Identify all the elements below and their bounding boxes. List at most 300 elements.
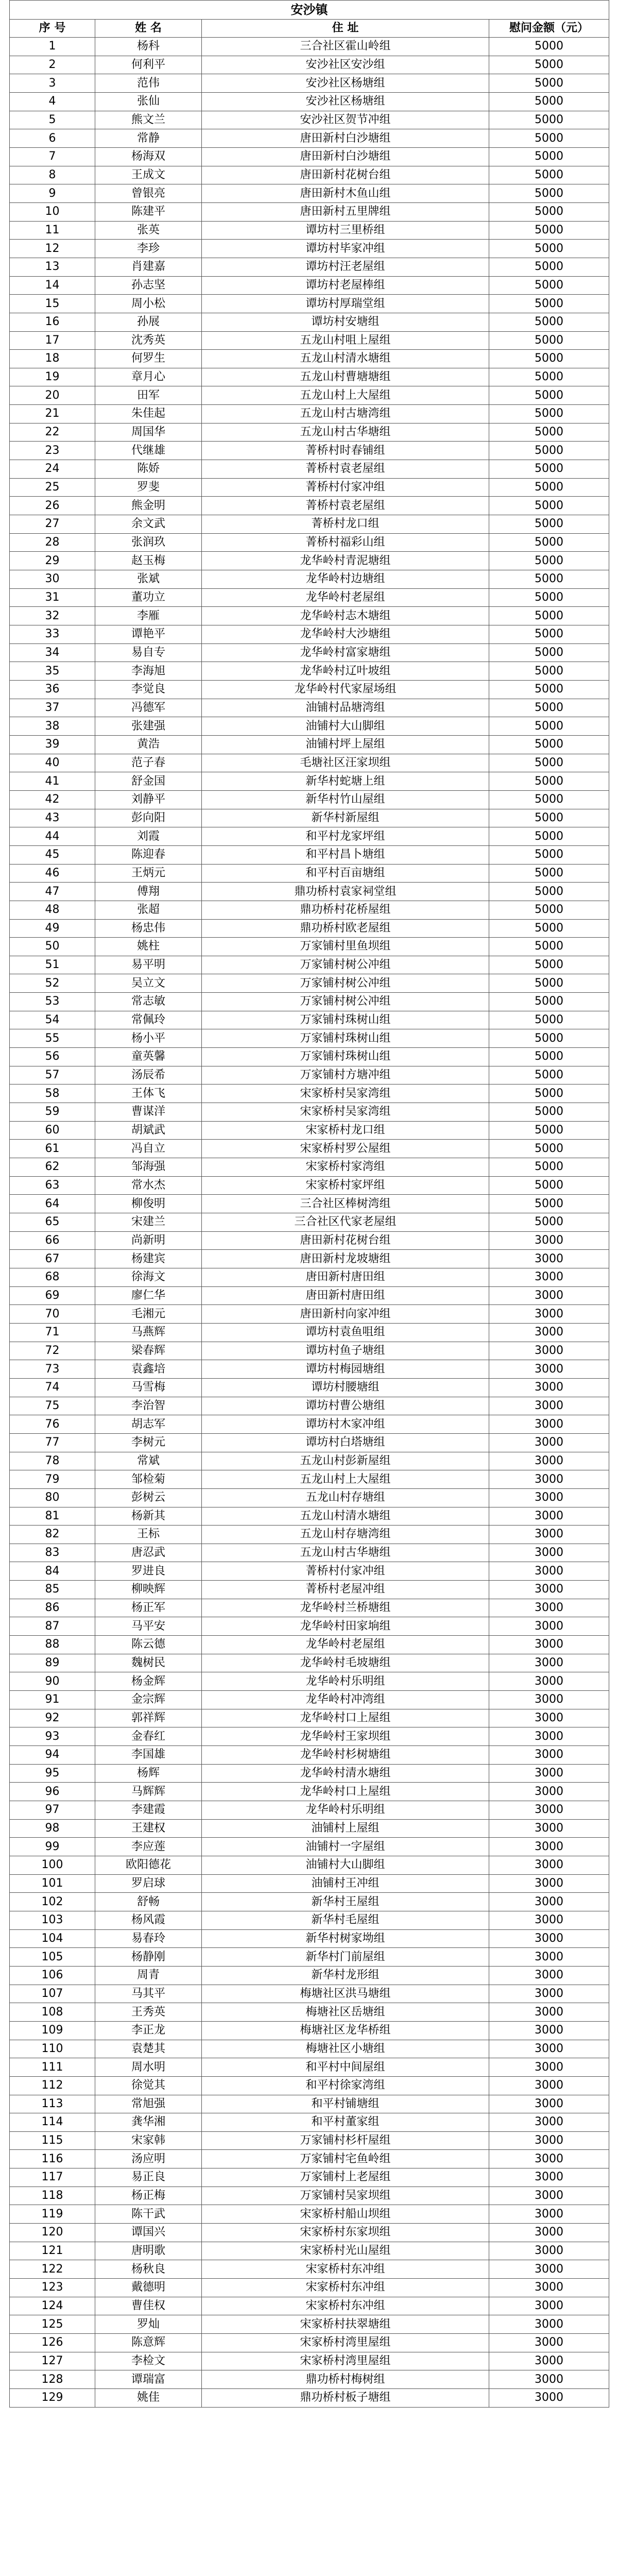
cell-name: 姚柱	[95, 938, 202, 956]
cell-name: 马雪梅	[95, 1378, 202, 1397]
cell-index: 96	[10, 1783, 95, 1801]
table-row	[10, 92, 609, 111]
cell-amount: 5000	[489, 845, 609, 864]
table-row	[10, 2076, 609, 2095]
cell-address: 宋家桥村东冲组	[202, 2297, 489, 2315]
table-row	[10, 1378, 609, 1397]
cell-address: 鼎功桥村欧老屋组	[202, 919, 489, 938]
table-row	[10, 2113, 609, 2132]
cell-amount: 3000	[489, 1378, 609, 1397]
cell-address: 宋家桥村家湾组	[202, 1158, 489, 1177]
cell-amount: 3000	[489, 1544, 609, 1562]
table-row	[10, 2370, 609, 2389]
table-row	[10, 956, 609, 974]
cell-index: 70	[10, 1305, 95, 1324]
cell-index: 76	[10, 1415, 95, 1434]
cell-name: 常斌	[95, 1452, 202, 1470]
cell-name: 沈秀英	[95, 331, 202, 350]
cell-address: 梅塘社区小塘组	[202, 2040, 489, 2058]
table-row	[10, 1709, 609, 1727]
cell-name: 陈娇	[95, 460, 202, 479]
cell-address: 和平村中间屋组	[202, 2058, 489, 2077]
cell-name: 马平安	[95, 1617, 202, 1636]
table-row	[10, 533, 609, 552]
cell-index: 33	[10, 625, 95, 644]
table-row	[10, 2150, 609, 2168]
cell-name: 王秀英	[95, 2003, 202, 2022]
cell-address: 鼎功桥村板子塘组	[202, 2389, 489, 2408]
cell-index: 65	[10, 1213, 95, 1232]
cell-index: 63	[10, 1176, 95, 1195]
cell-name: 常静	[95, 129, 202, 148]
cell-name: 黄浩	[95, 735, 202, 754]
cell-index: 67	[10, 1250, 95, 1268]
cell-address: 龙华岭村口上屋组	[202, 1709, 489, 1727]
cell-name: 袁楚其	[95, 2040, 202, 2058]
cell-index: 74	[10, 1378, 95, 1397]
cell-index: 5	[10, 111, 95, 129]
cell-index: 84	[10, 1562, 95, 1581]
table-row	[10, 1470, 609, 1489]
cell-amount: 5000	[489, 405, 609, 423]
cell-name: 柳俊明	[95, 1195, 202, 1213]
cell-name: 陈干武	[95, 2205, 202, 2224]
cell-index: 64	[10, 1195, 95, 1213]
table-row	[10, 313, 609, 331]
cell-address: 油铺村坪上屋组	[202, 735, 489, 754]
cell-index: 78	[10, 1452, 95, 1470]
cell-name: 李雁	[95, 607, 202, 625]
cell-index: 59	[10, 1103, 95, 1122]
table-row	[10, 1103, 609, 1122]
table-row	[10, 1066, 609, 1084]
cell-name: 杨风霞	[95, 1911, 202, 1929]
cell-amount: 3000	[489, 1672, 609, 1691]
table-row	[10, 1452, 609, 1470]
cell-index: 122	[10, 2260, 95, 2279]
cell-name: 冯自立	[95, 1140, 202, 1158]
cell-name: 吴立文	[95, 974, 202, 993]
cell-name: 王体飞	[95, 1084, 202, 1103]
cell-address: 和平村百亩塘组	[202, 864, 489, 883]
cell-amount: 3000	[489, 1819, 609, 1838]
cell-amount: 5000	[489, 258, 609, 276]
cell-address: 唐田新村木鱼山组	[202, 184, 489, 203]
cell-name: 张建强	[95, 717, 202, 736]
table-row	[10, 331, 609, 350]
cell-index: 97	[10, 1801, 95, 1820]
cell-amount: 5000	[489, 184, 609, 203]
cell-index: 80	[10, 1488, 95, 1507]
cell-index: 94	[10, 1746, 95, 1765]
cell-name: 郭祥辉	[95, 1709, 202, 1727]
cell-address: 五龙山村上大屋组	[202, 1470, 489, 1489]
cell-address: 安沙社区杨塘组	[202, 92, 489, 111]
cell-index: 21	[10, 405, 95, 423]
cell-amount: 3000	[489, 2315, 609, 2334]
table-row	[10, 735, 609, 754]
table-row	[10, 1929, 609, 1948]
cell-amount: 5000	[489, 478, 609, 497]
cell-name: 徐海文	[95, 1268, 202, 1286]
cell-index: 111	[10, 2058, 95, 2077]
cell-name: 常旭强	[95, 2095, 202, 2113]
cell-name: 张润玖	[95, 533, 202, 552]
cell-address: 万家铺村里鱼坝组	[202, 938, 489, 956]
table-row	[10, 515, 609, 534]
cell-index: 125	[10, 2315, 95, 2334]
cell-address: 五龙山村清水塘组	[202, 350, 489, 368]
table-row	[10, 1305, 609, 1324]
cell-name: 胡斌武	[95, 1121, 202, 1140]
cell-address: 宋家桥村龙口组	[202, 1121, 489, 1140]
cell-amount: 5000	[489, 240, 609, 258]
table-row	[10, 240, 609, 258]
cell-amount: 5000	[489, 56, 609, 74]
cell-amount: 3000	[489, 1856, 609, 1874]
cell-address: 谭坊村曹公塘组	[202, 1397, 489, 1415]
cell-index: 104	[10, 1929, 95, 1948]
cell-name: 罗灿	[95, 2315, 202, 2334]
cell-index: 68	[10, 1268, 95, 1286]
table-row	[10, 754, 609, 772]
cell-address: 龙华岭村兰桥塘组	[202, 1599, 489, 1617]
cell-amount: 5000	[489, 147, 609, 166]
table-row	[10, 1084, 609, 1103]
cell-address: 龙华岭村杉树塘组	[202, 1746, 489, 1765]
cell-address: 新华村龙形组	[202, 1966, 489, 1985]
cell-amount: 3000	[489, 1746, 609, 1765]
cell-name: 陈建平	[95, 202, 202, 221]
cell-amount: 5000	[489, 166, 609, 184]
cell-amount: 3000	[489, 1985, 609, 2003]
cell-amount: 5000	[489, 864, 609, 883]
cell-index: 57	[10, 1066, 95, 1084]
table-row	[10, 1764, 609, 1783]
cell-amount: 3000	[489, 1250, 609, 1268]
cell-amount: 3000	[489, 1305, 609, 1324]
cell-address: 龙华岭村老屋组	[202, 1636, 489, 1654]
cell-name: 胡志军	[95, 1415, 202, 1434]
cell-name: 罗启球	[95, 1874, 202, 1893]
table-row	[10, 1140, 609, 1158]
cell-address: 龙华岭村青泥塘组	[202, 552, 489, 570]
table-row	[10, 1617, 609, 1636]
cell-address: 五龙山村上大屋组	[202, 386, 489, 405]
cell-address: 宋家桥村吴家湾组	[202, 1084, 489, 1103]
cell-index: 92	[10, 1709, 95, 1727]
cell-amount: 5000	[489, 717, 609, 736]
cell-name: 周水明	[95, 2058, 202, 2077]
cell-name: 杨海双	[95, 147, 202, 166]
cell-index: 83	[10, 1544, 95, 1562]
cell-index: 105	[10, 1948, 95, 1967]
cell-amount: 3000	[489, 1231, 609, 1250]
cell-amount: 3000	[489, 1617, 609, 1636]
cell-index: 115	[10, 2131, 95, 2150]
cell-index: 41	[10, 772, 95, 791]
cell-name: 熊金明	[95, 497, 202, 515]
table-row	[10, 607, 609, 625]
cell-name: 易春玲	[95, 1929, 202, 1948]
cell-name: 杨秋良	[95, 2260, 202, 2279]
cell-amount: 3000	[489, 2003, 609, 2022]
table-row	[10, 1783, 609, 1801]
cell-index: 17	[10, 331, 95, 350]
table-row	[10, 1488, 609, 1507]
cell-index: 46	[10, 864, 95, 883]
cell-address: 宋家桥村东冲组	[202, 2260, 489, 2279]
cell-amount: 3000	[489, 1929, 609, 1948]
cell-name: 谭艳平	[95, 625, 202, 644]
cell-amount: 3000	[489, 1323, 609, 1342]
cell-address: 唐田新村唐田组	[202, 1268, 489, 1286]
table-row	[10, 1985, 609, 2003]
cell-amount: 3000	[489, 1507, 609, 1526]
cell-address: 龙华岭村毛坡塘组	[202, 1654, 489, 1672]
header-name: 姓 名	[95, 20, 202, 38]
cell-name: 梁春辉	[95, 1342, 202, 1360]
cell-index: 30	[10, 570, 95, 589]
table-row	[10, 111, 609, 129]
cell-address: 龙华岭村田家垧组	[202, 1617, 489, 1636]
cell-amount: 3000	[489, 2389, 609, 2408]
cell-name: 廖仁华	[95, 1286, 202, 1305]
cell-name: 杨正军	[95, 1599, 202, 1617]
cell-address: 和平村徐家湾组	[202, 2076, 489, 2095]
cell-index: 77	[10, 1433, 95, 1452]
cell-address: 油铺村一字屋组	[202, 1838, 489, 1856]
cell-address: 龙华岭村老屋组	[202, 588, 489, 607]
cell-name: 李树元	[95, 1433, 202, 1452]
cell-name: 罗斐	[95, 478, 202, 497]
cell-address: 谭坊村老屋棒组	[202, 276, 489, 295]
cell-address: 宋家桥村湾里屋组	[202, 2352, 489, 2370]
cell-index: 10	[10, 202, 95, 221]
table-row	[10, 1636, 609, 1654]
table-row	[10, 2389, 609, 2408]
cell-address: 万家铺村上老屋组	[202, 2168, 489, 2187]
cell-name: 张超	[95, 901, 202, 919]
cell-name: 童英馨	[95, 1048, 202, 1066]
cell-amount: 3000	[489, 2150, 609, 2168]
table-row	[10, 1599, 609, 1617]
cell-address: 油铺村大山脚组	[202, 717, 489, 736]
cell-index: 73	[10, 1360, 95, 1379]
cell-address: 龙华岭村清水塘组	[202, 1764, 489, 1783]
cell-address: 菁桥村龙口组	[202, 515, 489, 534]
cell-name: 唐忍武	[95, 1544, 202, 1562]
table-row	[10, 2040, 609, 2058]
cell-address: 唐田新村白沙塘组	[202, 129, 489, 148]
cell-address: 万家铺村珠树山组	[202, 1011, 489, 1029]
cell-amount: 5000	[489, 1158, 609, 1177]
cell-name: 张仙	[95, 92, 202, 111]
cell-address: 菁桥村袁老屋组	[202, 497, 489, 515]
cell-amount: 3000	[489, 1526, 609, 1544]
table-row	[10, 2131, 609, 2150]
cell-index: 100	[10, 1856, 95, 1874]
cell-index: 95	[10, 1764, 95, 1783]
table-row	[10, 478, 609, 497]
cell-name: 杨金辉	[95, 1672, 202, 1691]
cell-name: 杨新其	[95, 1507, 202, 1526]
cell-amount: 3000	[489, 1415, 609, 1434]
cell-name: 魏树民	[95, 1654, 202, 1672]
cell-address: 龙华岭村辽叶坡组	[202, 662, 489, 681]
cell-amount: 3000	[489, 2297, 609, 2315]
cell-address: 唐田新村花树台组	[202, 166, 489, 184]
cell-name: 金春红	[95, 1727, 202, 1746]
cell-name: 马燕辉	[95, 1323, 202, 1342]
table-row	[10, 350, 609, 368]
table-row	[10, 2315, 609, 2334]
cell-name: 范子春	[95, 754, 202, 772]
cell-index: 19	[10, 368, 95, 386]
table-row	[10, 1838, 609, 1856]
cell-index: 44	[10, 827, 95, 846]
cell-address: 和平村龙家坪组	[202, 827, 489, 846]
cell-address: 五龙山村彭新屋组	[202, 1452, 489, 1470]
cell-index: 87	[10, 1617, 95, 1636]
cell-amount: 5000	[489, 515, 609, 534]
table-row	[10, 147, 609, 166]
table-row	[10, 1176, 609, 1195]
cell-amount: 3000	[489, 1709, 609, 1727]
cell-name: 汤辰希	[95, 1066, 202, 1084]
cell-amount: 5000	[489, 1048, 609, 1066]
cell-name: 杨静刚	[95, 1948, 202, 1967]
cell-name: 冯德军	[95, 699, 202, 717]
cell-index: 91	[10, 1691, 95, 1709]
cell-name: 周青	[95, 1966, 202, 1985]
cell-address: 新华村树家坳组	[202, 1929, 489, 1948]
cell-index: 31	[10, 588, 95, 607]
relief-sheet	[9, 0, 609, 2408]
cell-index: 15	[10, 295, 95, 313]
cell-index: 14	[10, 276, 95, 295]
cell-address: 菁桥村袁老屋组	[202, 460, 489, 479]
table-row	[10, 1323, 609, 1342]
cell-index: 118	[10, 2187, 95, 2205]
cell-address: 谭坊村袁鱼咀组	[202, 1323, 489, 1342]
cell-index: 86	[10, 1599, 95, 1617]
table-row	[10, 1654, 609, 1672]
cell-amount: 5000	[489, 680, 609, 699]
table-row	[10, 1874, 609, 1893]
table-row	[10, 1672, 609, 1691]
cell-amount: 5000	[489, 202, 609, 221]
cell-index: 50	[10, 938, 95, 956]
cell-address: 菁桥村福彩山组	[202, 533, 489, 552]
cell-address: 宋家桥村家坪组	[202, 1176, 489, 1195]
table-row	[10, 1691, 609, 1709]
cell-name: 曹佳权	[95, 2297, 202, 2315]
cell-index: 12	[10, 240, 95, 258]
cell-amount: 3000	[489, 1801, 609, 1820]
table-row	[10, 2003, 609, 2022]
cell-index: 69	[10, 1286, 95, 1305]
cell-index: 54	[10, 1011, 95, 1029]
cell-index: 102	[10, 1893, 95, 1911]
cell-amount: 3000	[489, 2279, 609, 2297]
cell-index: 85	[10, 1581, 95, 1599]
cell-index: 127	[10, 2352, 95, 2370]
cell-address: 五龙山村存塘湾组	[202, 1526, 489, 1544]
cell-amount: 3000	[489, 2131, 609, 2150]
cell-name: 邹检菊	[95, 1470, 202, 1489]
cell-address: 宋家桥村扶翠塘组	[202, 2315, 489, 2334]
cell-address: 谭坊村安塘组	[202, 313, 489, 331]
cell-name: 杨正梅	[95, 2187, 202, 2205]
cell-address: 安沙社区杨塘组	[202, 74, 489, 93]
cell-index: 49	[10, 919, 95, 938]
header-row	[10, 20, 609, 38]
cell-index: 72	[10, 1342, 95, 1360]
cell-name: 余文武	[95, 515, 202, 534]
table-row	[10, 1397, 609, 1415]
cell-address: 油铺村品塘湾组	[202, 699, 489, 717]
cell-amount: 5000	[489, 1066, 609, 1084]
cell-name: 孙展	[95, 313, 202, 331]
cell-amount: 5000	[489, 570, 609, 589]
table-row	[10, 129, 609, 148]
table-row	[10, 570, 609, 589]
cell-amount: 3000	[489, 2370, 609, 2389]
cell-name: 王成文	[95, 166, 202, 184]
cell-address: 安沙社区安沙组	[202, 56, 489, 74]
table-row	[10, 1029, 609, 1048]
cell-address: 新华村蛇塘上组	[202, 772, 489, 791]
table-row	[10, 295, 609, 313]
cell-index: 22	[10, 423, 95, 442]
cell-index: 37	[10, 699, 95, 717]
cell-index: 45	[10, 845, 95, 864]
cell-name: 马辉辉	[95, 1783, 202, 1801]
cell-name: 徐觉其	[95, 2076, 202, 2095]
cell-address: 谭坊村鱼子塘组	[202, 1342, 489, 1360]
cell-address: 宋家桥村吴家湾组	[202, 1103, 489, 1122]
cell-address: 油铺村王冲组	[202, 1874, 489, 1893]
cell-amount: 3000	[489, 1874, 609, 1893]
cell-index: 2	[10, 56, 95, 74]
cell-address: 五龙山村清水塘组	[202, 1507, 489, 1526]
cell-name: 李国雄	[95, 1746, 202, 1765]
cell-name: 袁鑫培	[95, 1360, 202, 1379]
cell-name: 陈意辉	[95, 2334, 202, 2352]
cell-name: 罗进良	[95, 1562, 202, 1581]
cell-name: 易自专	[95, 643, 202, 662]
cell-address: 龙华岭村冲湾组	[202, 1691, 489, 1709]
cell-amount: 3000	[489, 2352, 609, 2370]
cell-address: 谭坊村毕家冲组	[202, 240, 489, 258]
table-row	[10, 680, 609, 699]
cell-amount: 5000	[489, 1029, 609, 1048]
table-row	[10, 901, 609, 919]
cell-index: 128	[10, 2370, 95, 2389]
cell-address: 谭坊村三里桥组	[202, 221, 489, 240]
cell-name: 金宗辉	[95, 1691, 202, 1709]
cell-index: 4	[10, 92, 95, 111]
cell-name: 常佩玲	[95, 1011, 202, 1029]
table-row	[10, 405, 609, 423]
cell-name: 谭瑞富	[95, 2370, 202, 2389]
cell-amount: 3000	[489, 1562, 609, 1581]
cell-amount: 3000	[489, 1268, 609, 1286]
cell-index: 8	[10, 166, 95, 184]
cell-name: 傅翔	[95, 883, 202, 901]
cell-address: 唐田新村向家冲组	[202, 1305, 489, 1324]
